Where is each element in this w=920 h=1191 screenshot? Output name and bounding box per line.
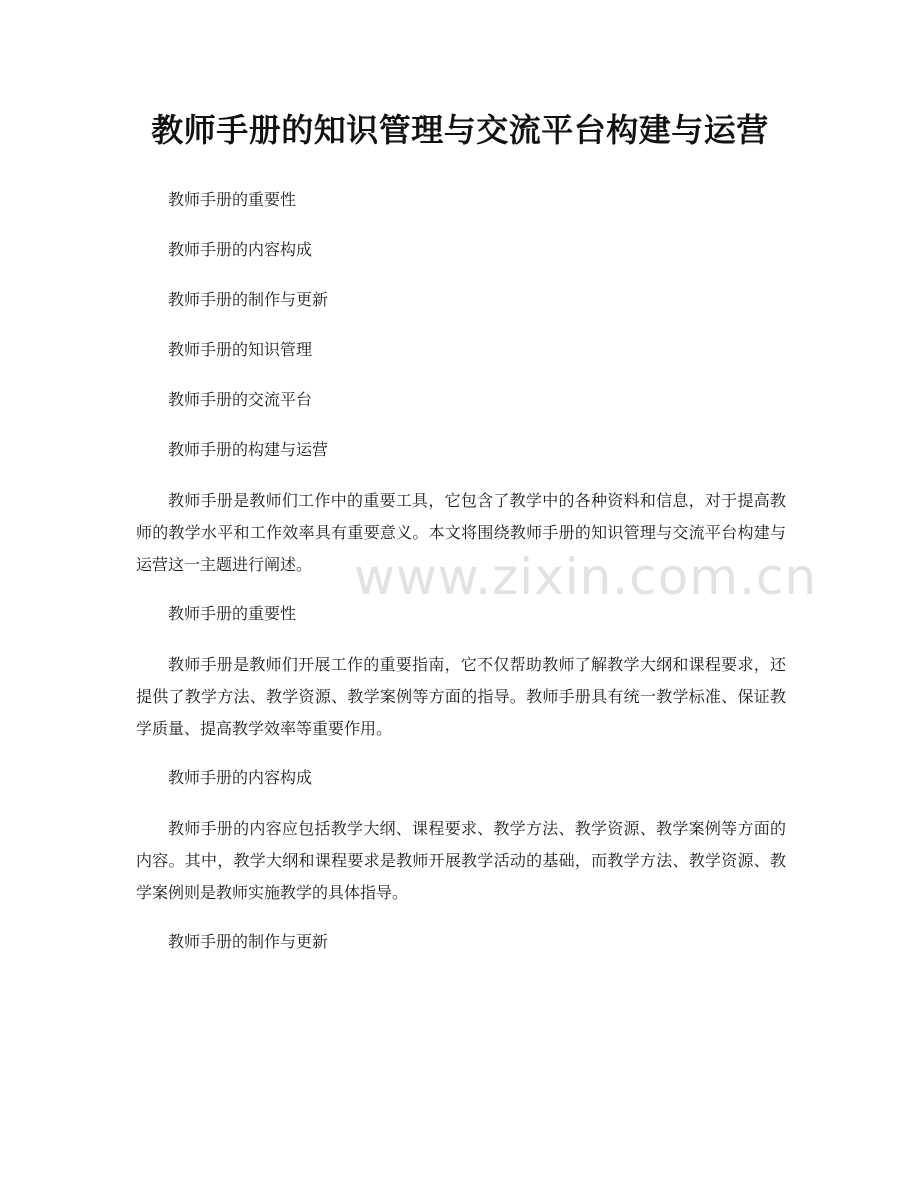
section-paragraph: 教师手册是教师们开展工作的重要指南，它不仅帮助教师了解教学大纲和课程要求，还提供了教学方法、教学资源、教学案例等方面的指导。教师手册具有统一教学标准、保证教学质量、提高教学效率等重要作用。 (136, 655, 786, 738)
section-heading: 教师手册的重要性 (168, 604, 297, 623)
toc-item: 教师手册的重要性 (168, 190, 297, 209)
toc-item: 教师手册的交流平台 (168, 390, 313, 409)
document-title: 教师手册的知识管理与交流平台构建与运营 (151, 111, 769, 149)
toc-item: 教师手册的制作与更新 (168, 290, 329, 309)
toc-item: 教师手册的内容构成 (168, 240, 313, 259)
intro-paragraph: 教师手册是教师们工作中的重要工具，它包含了教学中的各种资料和信息，对于提高教师的教学水平和工作效率具有重要意义。本文将围绕教师手册的知识管理与交流平台构建与运营这一主题进行阐述。 (136, 491, 786, 574)
section-heading: 教师手册的制作与更新 (168, 932, 329, 951)
watermark: www.zixin.com.cn (354, 548, 818, 606)
toc-item: 教师手册的构建与运营 (168, 440, 329, 459)
toc-item: 教师手册的知识管理 (168, 340, 313, 359)
section-paragraph: 教师手册的内容应包括教学大纲、课程要求、教学方法、教学资源、教学案例等方面的内容。其中，教学大纲和课程要求是教师开展教学活动的基础，而教学方法、教学资源、教学案例则是教师实施教学的具体指导。 (136, 819, 786, 902)
section-heading: 教师手册的内容构成 (168, 768, 313, 787)
document-body (136, 185, 786, 977)
